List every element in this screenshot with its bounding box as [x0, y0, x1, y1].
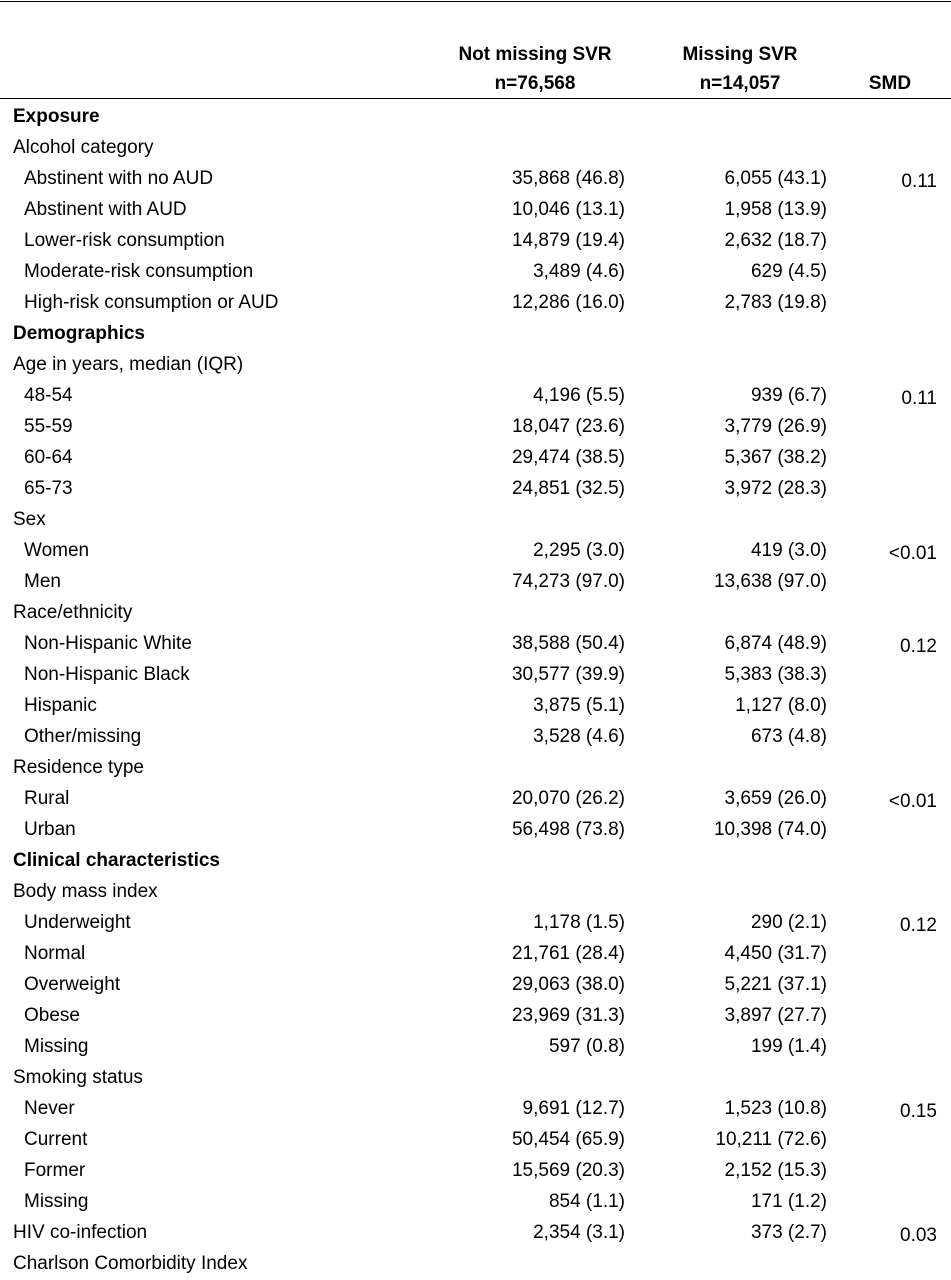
cell-not-missing-svr: 30,577 (39.9): [511, 664, 625, 685]
table-row: [0, 752, 951, 783]
table-row: [0, 163, 951, 194]
table-row: [0, 1155, 951, 1186]
table-row: [0, 628, 951, 659]
cell-not-missing-svr: 854 (1.1): [548, 1191, 625, 1212]
cell-not-missing-svr: 3,528 (4.6): [533, 726, 625, 747]
cell-not-missing-svr: 12,286 (16.0): [511, 292, 625, 313]
cell-not-missing-svr: 3,875 (5.1): [533, 695, 625, 716]
row-label: 65-73: [24, 478, 73, 499]
cell-not-missing-svr: 50,454 (65.9): [511, 1129, 625, 1150]
row-label: Men: [24, 571, 61, 592]
cell-not-missing-svr: 35,868 (46.8): [511, 168, 625, 189]
table-row: [0, 1031, 951, 1062]
row-label: Rural: [24, 788, 70, 809]
table-row: [0, 938, 951, 969]
table-row: [0, 101, 951, 132]
table-row: [0, 907, 951, 938]
header-not-missing-svr: [430, 40, 640, 98]
header-col1-n: n=76,568: [494, 73, 576, 94]
table-row: [0, 256, 951, 287]
cell-missing-svr: 10,398 (74.0): [713, 819, 827, 840]
table-row: [0, 1217, 951, 1248]
cell-missing-svr: 10,211 (72.6): [715, 1129, 827, 1150]
row-label: Race/ethnicity: [13, 602, 133, 623]
table-row: [0, 1093, 951, 1124]
cell-missing-svr: 2,152 (15.3): [724, 1160, 827, 1181]
cell-not-missing-svr: 597 (0.8): [548, 1036, 625, 1057]
cell-missing-svr: 3,779 (26.9): [724, 416, 827, 437]
row-label: Moderate-risk consumption: [24, 261, 254, 282]
header-smd: [845, 69, 935, 98]
cell-not-missing-svr: 38,588 (50.4): [511, 633, 625, 654]
row-label: Abstinent with no AUD: [24, 168, 214, 189]
table-row: [0, 535, 951, 566]
cell-not-missing-svr: 56,498 (73.8): [511, 819, 625, 840]
row-label: Sex: [13, 509, 46, 530]
table-row: [0, 442, 951, 473]
table-row: [0, 194, 951, 225]
row-label: Clinical characteristics: [13, 850, 220, 871]
table-row: [0, 349, 951, 380]
cell-missing-svr: 3,659 (26.0): [724, 788, 827, 809]
row-label: Women: [24, 540, 90, 561]
table-row: [0, 287, 951, 318]
row-label: Age in years, median (IQR): [13, 354, 244, 375]
row-label: Residence type: [13, 757, 144, 778]
row-label: Charlson Comorbidity Index: [13, 1253, 248, 1274]
cell-missing-svr: 1,958 (13.9): [724, 199, 827, 220]
cell-smd: 0.15: [900, 1101, 937, 1122]
row-label: 48-54: [24, 385, 73, 406]
table-row: [0, 132, 951, 163]
table-row: [0, 597, 951, 628]
cell-missing-svr: 199 (1.4): [750, 1036, 827, 1057]
cell-missing-svr: 2,632 (18.7): [724, 230, 827, 251]
row-label: Normal: [24, 943, 86, 964]
table-row: [0, 504, 951, 535]
cell-missing-svr: 4,450 (31.7): [724, 943, 827, 964]
row-label: 55-59: [24, 416, 73, 437]
cell-not-missing-svr: 18,047 (23.6): [511, 416, 625, 437]
row-label: Smoking status: [13, 1067, 143, 1088]
row-label: Body mass index: [13, 881, 158, 902]
cell-not-missing-svr: 29,063 (38.0): [511, 974, 625, 995]
table-row: [0, 225, 951, 256]
row-label: Non-Hispanic Black: [24, 664, 190, 685]
cell-not-missing-svr: 2,295 (3.0): [533, 540, 625, 561]
row-label: High-risk consumption or AUD: [24, 292, 279, 313]
cell-smd: 0.03: [900, 1225, 937, 1246]
table-row: [0, 783, 951, 814]
table-row: [0, 566, 951, 597]
cell-missing-svr: 290 (2.1): [750, 912, 827, 933]
row-label: Never: [24, 1098, 75, 1119]
cell-not-missing-svr: 1,178 (1.5): [533, 912, 625, 933]
cell-missing-svr: 5,221 (37.1): [724, 974, 827, 995]
header-col3-title: SMD: [868, 73, 912, 94]
table-row: [0, 1000, 951, 1031]
row-label: Other/missing: [24, 726, 142, 747]
row-label: HIV co-infection: [13, 1222, 148, 1243]
row-label: 60-64: [24, 447, 73, 468]
cell-missing-svr: 6,874 (48.9): [724, 633, 827, 654]
row-label: Abstinent with AUD: [24, 199, 187, 220]
row-label: Non-Hispanic White: [24, 633, 192, 654]
table-row: [0, 690, 951, 721]
table-row: [0, 845, 951, 876]
row-label: Hispanic: [24, 695, 97, 716]
header-rule: [0, 98, 951, 99]
row-label: Alcohol category: [13, 137, 154, 158]
cell-not-missing-svr: 10,046 (13.1): [511, 199, 625, 220]
row-label: Current: [24, 1129, 88, 1150]
cell-missing-svr: 1,127 (8.0): [735, 695, 827, 716]
header-col1-title: Not missing SVR: [458, 44, 612, 65]
cell-missing-svr: 419 (3.0): [750, 540, 827, 561]
table-row: [0, 876, 951, 907]
row-label: Overweight: [24, 974, 121, 995]
table-row: [0, 473, 951, 504]
row-label: Urban: [24, 819, 76, 840]
row-label: Exposure: [13, 106, 100, 127]
table-row: [0, 380, 951, 411]
table-row: [0, 814, 951, 845]
row-label: Demographics: [13, 323, 145, 344]
table-row: [0, 969, 951, 1000]
cell-not-missing-svr: 4,196 (5.5): [533, 385, 625, 406]
table-row: [0, 1186, 951, 1217]
table-row: [0, 1062, 951, 1093]
header-col2-title: Missing SVR: [682, 44, 798, 65]
cell-smd: <0.01: [888, 543, 937, 564]
cell-not-missing-svr: 2,354 (3.1): [533, 1222, 625, 1243]
top-rule: [0, 1, 951, 2]
row-label: Missing: [24, 1036, 89, 1057]
cell-not-missing-svr: 23,969 (31.3): [511, 1005, 625, 1026]
cell-not-missing-svr: 74,273 (97.0): [511, 571, 625, 592]
cell-missing-svr: 673 (4.8): [750, 726, 827, 747]
cell-missing-svr: 629 (4.5): [750, 261, 827, 282]
row-label: Former: [24, 1160, 86, 1181]
cell-missing-svr: 373 (2.7): [750, 1222, 827, 1243]
table-row: [0, 1124, 951, 1155]
cell-missing-svr: 2,783 (19.8): [724, 292, 827, 313]
row-label: Lower-risk consumption: [24, 230, 225, 251]
table-row: [0, 721, 951, 752]
table-row: [0, 411, 951, 442]
cell-smd: 0.11: [901, 388, 937, 409]
cell-not-missing-svr: 9,691 (12.7): [522, 1098, 625, 1119]
cell-missing-svr: 5,367 (38.2): [724, 447, 827, 468]
cell-missing-svr: 1,523 (10.8): [724, 1098, 827, 1119]
cell-missing-svr: 3,897 (27.7): [724, 1005, 827, 1026]
header-col2-n: n=14,057: [699, 73, 781, 94]
cell-not-missing-svr: 15,569 (20.3): [511, 1160, 625, 1181]
cell-missing-svr: 3,972 (28.3): [724, 478, 827, 499]
cell-missing-svr: 13,638 (97.0): [713, 571, 827, 592]
table-row: [0, 318, 951, 349]
cell-missing-svr: 5,383 (38.3): [724, 664, 827, 685]
cell-smd: 0.11: [901, 171, 937, 192]
table-body: [0, 101, 951, 1279]
header-missing-svr: [650, 40, 830, 98]
cell-smd: <0.01: [888, 791, 937, 812]
cell-not-missing-svr: 24,851 (32.5): [511, 478, 625, 499]
cell-smd: 0.12: [900, 915, 937, 936]
row-label: Obese: [24, 1005, 80, 1026]
cell-not-missing-svr: 21,761 (28.4): [511, 943, 625, 964]
cell-missing-svr: 171 (1.2): [750, 1191, 827, 1212]
row-label: Underweight: [24, 912, 131, 933]
cell-missing-svr: 6,055 (43.1): [724, 168, 827, 189]
cell-not-missing-svr: 20,070 (26.2): [511, 788, 625, 809]
cell-not-missing-svr: 29,474 (38.5): [511, 447, 625, 468]
row-label: Missing: [24, 1191, 89, 1212]
cell-missing-svr: 939 (6.7): [750, 385, 827, 406]
table-row: [0, 659, 951, 690]
table-row: [0, 1248, 951, 1279]
cell-not-missing-svr: 3,489 (4.6): [533, 261, 625, 282]
cell-not-missing-svr: 14,879 (19.4): [511, 230, 625, 251]
cell-smd: 0.12: [900, 636, 937, 657]
